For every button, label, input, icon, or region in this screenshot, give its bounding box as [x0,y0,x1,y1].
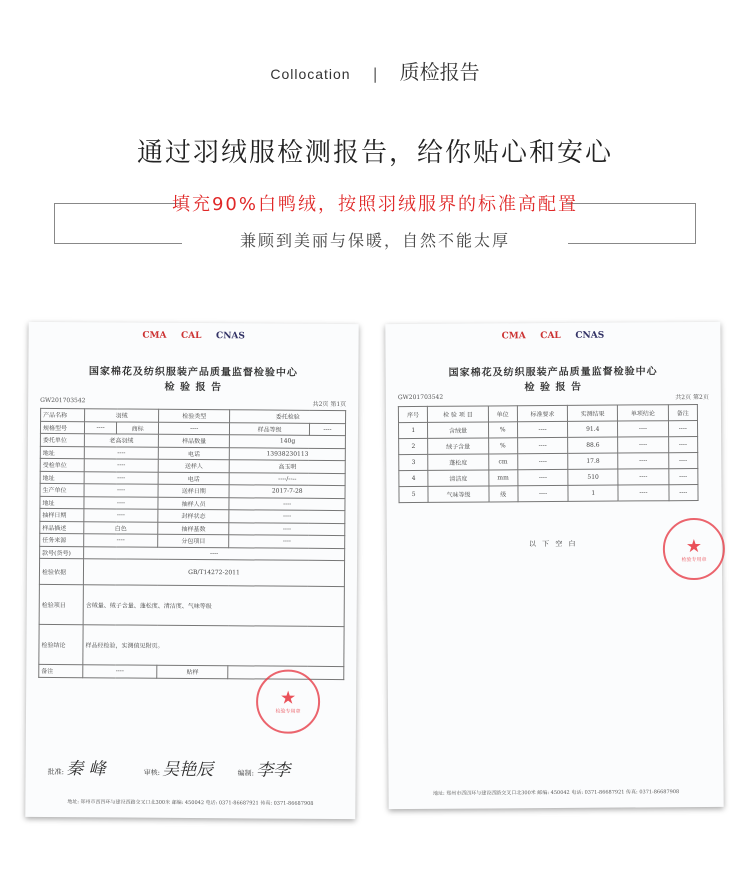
table-cell: 清洁度 [428,470,488,486]
table-cell: 检验项目 [39,584,83,624]
subtitle-text: 兼顾到美丽与保暖，自然不能太厚 [239,231,510,250]
table-cell: ---- [618,453,668,469]
table-cell: 封样状态 [158,509,229,522]
table-cell: % [488,422,518,438]
page-number: 共2页 第1页 [312,400,347,409]
headline: 通过羽绒服检测报告，给你贴心和安心 [136,138,613,168]
table-row [39,558,344,586]
table-cell: ---- [229,497,345,510]
table-cell: ---- [84,421,116,434]
table-cell: 17.8 [568,453,618,469]
table-cell: 受检单位 [40,458,84,471]
table-cell: ---- [84,509,158,522]
table-cell: 送样人 [158,459,229,472]
report-org: 国家棉花及纺织服装产品质量监督检验中心 [88,366,298,379]
cert-logos [385,330,720,342]
table-cell: ---- [84,496,158,509]
table-cell: 蓬松度 [428,454,488,470]
table-cell: 检验类型 [159,409,230,422]
table-cell: 510 [568,469,618,485]
table-cell: 款号(货号) [40,546,84,559]
table-cell: 样品等级 [230,422,310,435]
table-cell: ---- [668,420,698,436]
table-cell: 委托单位 [40,433,84,446]
table-cell: % [488,438,518,454]
table-cell: 产品名称 [41,408,85,421]
cert-logos [29,330,359,342]
header-chinese: 质检报告 [399,60,480,84]
cal-logo-icon: CAL [540,330,561,342]
table-cell: cm [488,454,518,470]
table-cell: 电话 [158,447,229,460]
table-cell: 电话 [158,472,229,485]
table-cell: 88.6 [568,437,618,453]
column-header: 实测结果 [568,405,618,421]
header-english: Collocation [270,66,351,82]
cal-logo-icon: CAL [180,330,202,342]
table-cell: 抽样日期 [40,508,84,521]
table-cell: ---- [518,485,568,501]
column-header: 单位 [488,406,518,422]
table-cell: 高玉明 [230,460,346,473]
header-separator: | [372,65,378,83]
table-cell: ---- [668,484,698,500]
table-cell: 级 [488,486,518,502]
column-header: 备注 [668,404,698,420]
table-cell: 分包项目 [158,534,229,547]
blank-note: 以 下 空 白 [528,539,578,549]
table-cell: 绒子含量 [428,438,488,454]
table-cell: mm [488,470,518,486]
table-cell: 送样日期 [158,484,229,497]
table-cell: 140g [230,435,346,448]
table-cell: ---- [518,437,568,453]
table-cell: 检验依据 [39,558,83,584]
table-cell: ---- [229,535,345,548]
table-cell: ----/---- [229,472,345,485]
table-cell: 含绒量、绒子含量、蓬松度、清洁度、气味等级 [83,585,344,627]
table-cell: ---- [83,665,157,678]
table-cell: 13938230113 [230,447,346,460]
table-cell: ---- [668,452,698,468]
table-cell: 2 [399,438,429,454]
table-cell: ---- [668,436,698,452]
table-cell: ---- [518,453,568,469]
table-cell: ---- [84,471,158,484]
report-page-1 [25,322,358,819]
table-cell: ---- [229,510,345,523]
table-cell: ---- [518,469,568,485]
table-cell: 含绒量 [428,422,488,438]
table-cell: ---- [517,421,567,437]
report-footer: 地址: 郑州市西四环与建设西路交叉口北300米 邮编: 450042 电话: 0371-86687921 传真: 0371-86687908 [432,789,680,797]
table-cell: GB/T14272-2011 [83,559,344,587]
table-cell: ---- [84,446,158,459]
table-cell: ---- [84,546,345,560]
table-cell: 3 [399,454,429,470]
table-cell: 备注 [39,664,83,677]
report-number: GW201703542 [40,396,86,405]
table-cell: ---- [309,423,345,436]
report-page-2 [385,322,723,809]
page-number: 共2页 第2页 [675,393,709,402]
table-cell: 羽绒 [85,409,159,422]
cnas-logo-icon: CNAS [216,331,245,342]
results-table [398,404,699,503]
table-cell: 地址 [40,446,84,459]
table-row [399,484,698,502]
table-cell: ---- [618,437,668,453]
cma-logo-icon: CMA [501,331,526,342]
table-cell: 4 [399,470,429,486]
table-cell: ---- [84,484,158,497]
column-header: 检 验 项 目 [428,406,488,422]
table-cell: 地址 [40,471,84,484]
table-row [39,624,344,666]
table-cell: ---- [84,459,158,472]
report-number: GW201703542 [397,393,444,402]
table-cell: 委托检验 [230,410,346,423]
column-header: 标准要求 [517,405,567,421]
table-row [39,584,344,626]
signature-edit: 编制: 李李 [237,760,291,781]
inspection-stamp: ★ 检验专用章 [663,518,725,580]
table-cell: ---- [158,422,229,435]
table-cell: 检验结论 [39,624,83,664]
table-cell: 贴样 [157,665,228,678]
signature-approve: 批准: 秦 峰 [47,759,106,780]
table-cell: 样品描述 [40,521,84,534]
table-cell: 1 [398,422,428,438]
table-cell: 91.4 [568,421,618,437]
table-cell: 样品经检验，实测值见附页。 [83,625,344,667]
inspection-stamp: ★ 检验专用章 [256,669,320,733]
table-cell: 规格型号 [40,421,84,434]
signature-review: 审核: 吴艳辰 [143,759,214,781]
report-title: 检 验 报 告 [524,381,583,394]
cnas-logo-icon: CNAS [575,330,605,341]
table-cell: 2017-7-28 [229,485,345,498]
cma-logo-icon: CMA [142,330,167,341]
table-cell: 5 [399,486,429,502]
table-cell: 地址 [40,496,84,509]
table-cell: 气味等级 [428,486,488,502]
table-cell: ---- [229,522,345,535]
table-cell: 样品数量 [158,434,229,447]
column-header: 序号 [398,406,428,422]
column-header: 单项结论 [618,405,668,421]
highlight-text: 填充90%白鸭绒，按照羽绒服界的标准高配置 [171,194,578,215]
table-cell: ---- [618,469,668,485]
table-cell: 任务来源 [40,533,84,546]
table-cell: 白色 [84,521,158,534]
section-header [0,56,750,85]
report-footer: 地址: 郑州市西四环与建设西路交叉口北300米 邮编: 450042 电话: 0371-86687921 传真: 0371-86687908 [67,799,314,807]
table-cell: ---- [84,534,158,547]
table-cell: ---- [618,485,668,501]
table-cell: 抽样人员 [158,497,229,510]
table-cell: ---- [618,421,668,437]
stamp-star-icon: ★ [279,687,297,709]
table-cell: 老高羽绒 [84,434,158,447]
stamp-star-icon: ★ [685,535,703,558]
table-cell: 抽样基数 [158,522,229,535]
report-table [38,408,346,680]
table-cell: 商标 [117,421,159,434]
table-cell: 生产单位 [40,483,84,496]
report-org: 国家棉花及纺织服装产品质量监督检验中心 [448,366,658,379]
report-title: 检 验 报 告 [164,381,223,394]
table-cell: ---- [668,468,698,484]
table-cell: 1 [568,485,618,501]
